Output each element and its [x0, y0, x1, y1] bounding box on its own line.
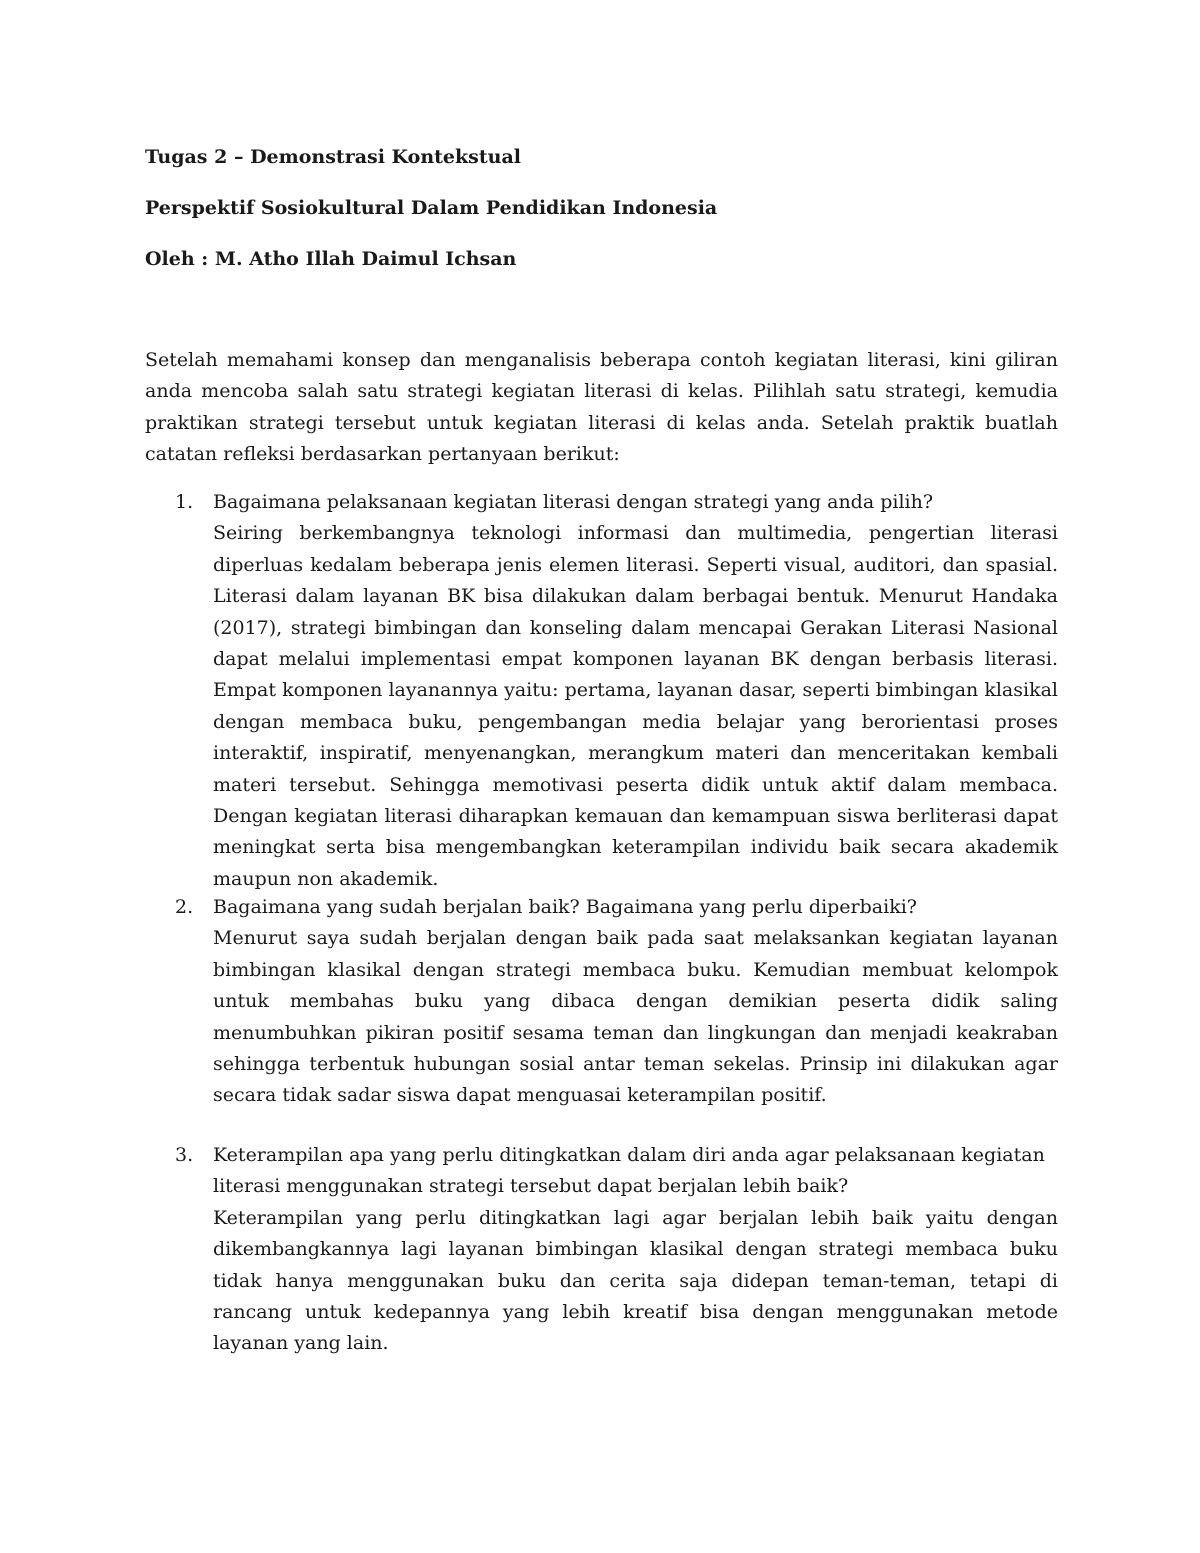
- intro-paragraph: Setelah memahami konsep dan menganalisis beberapa contoh kegiatan literasi, kini giliran anda mencoba salah satu strategi kegiatan literasi di kelas. Pilihlah satu strategi, kemudia praktikan strategi tersebut untuk kegiatan literasi di kelas anda. Setelah praktik buatlah catatan refleksi berdasarkan pertanyaan berikut:: [145, 349, 1058, 466]
- list-item-number: 3.: [175, 1144, 194, 1166]
- answer-text: Seiring berkembangnya teknologi informasi dan multimedia, pengertian literasi diperluas kedalam beberapa jenis elemen literasi. Seperti visual, auditori, dan spasial. Literasi dalam layanan BK bisa dilakukan dalam berbagai bentuk. Menurut Handaka (2017), strategi bimbingan dan konseling dalam mencapai Gerakan Literasi Nasional dapat melalui implementasi empat komponen layanan BK dengan berbasis literasi. Empat komponen layanannya yaitu: pertama, layanan dasar, seperti bimbingan klasikal dengan membaca buku, pengembangan media belajar yang berorientasi proses interaktif, inspiratif, menyenangkan, merangkum materi dan menceritakan kembali materi tersebut. Sehingga memotivasi peserta didik untuk aktif dalam membaca. Dengan kegiatan literasi diharapkan kemauan dan kemampuan siswa berliterasi dapat meningkat serta bisa mengembangkan keterampilan individu baik secara akademik maupun non akademik.: [213, 522, 1058, 890]
- list-item-content: [213, 487, 1058, 895]
- question-text: Bagaimana pelaksanaan kegiatan literasi dengan strategi yang anda pilih?: [213, 491, 934, 513]
- document-title: Tugas 2 – Demonstrasi Kontekstual: [145, 146, 521, 168]
- list-item-content: [213, 892, 1058, 1112]
- document-subtitle: Perspektif Sosiokultural Dalam Pendidikan Indonesia: [145, 197, 718, 219]
- answer-text: Keterampilan yang perlu ditingkatkan lagi agar berjalan lebih baik yaitu dengan dikembangkannya lagi layanan bimbingan klasikal dengan strategi membaca buku tidak hanya menggunakan buku dan cerita saja didepan teman-teman, tetapi di rancang untuk kedepannya yang lebih kreatif bisa dengan menggunakan metode layanan yang lain.: [213, 1206, 1058, 1355]
- answer-text: Menurut saya sudah berjalan dengan baik pada saat melaksankan kegiatan layanan bimbingan klasikal dengan strategi membaca buku. Kemudian membuat kelompok untuk membahas buku yang dibaca dengan demikian peserta didik saling menumbuhkan pikiran positif sesama teman dan lingkungan dan menjadi keakraban sehingga terbentuk hubungan sosial antar teman sekelas. Prinsip ini dilakukan agar secara tidak sadar siswa dapat menguasai keterampilan positif.: [213, 927, 1058, 1107]
- document-author: Oleh : M. Atho Illah Daimul Ichsan: [145, 248, 517, 270]
- question-text: Bagaimana yang sudah berjalan baik? Bagaimana yang perlu diperbaiki?: [213, 896, 917, 918]
- list-item-number: 2.: [175, 896, 194, 918]
- question-text: Keterampilan apa yang perlu ditingkatkan dalam diri anda agar pelaksanaan kegiatan literasi menggunakan strategi tersebut dapat berjalan lebih baik?: [213, 1144, 1045, 1198]
- list-item: [145, 487, 1058, 895]
- list-item: [145, 892, 1058, 1112]
- list-item-content: [213, 1140, 1058, 1360]
- list-item-number: 1.: [175, 491, 194, 513]
- list-item: [145, 1140, 1058, 1360]
